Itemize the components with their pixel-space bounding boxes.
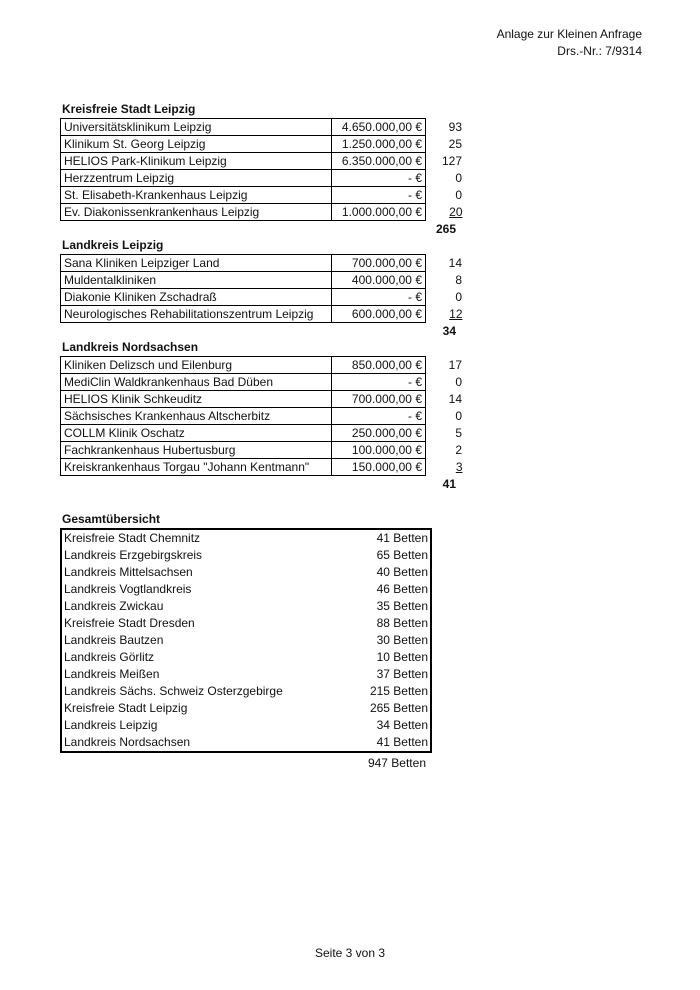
region-beds: 37 Betten xyxy=(376,667,428,681)
region-beds: 10 Betten xyxy=(376,650,428,664)
region-name: Landkreis Görlitz xyxy=(64,650,155,664)
hospital-name: HELIOS Park-Klinikum Leipzig xyxy=(61,153,332,170)
table-row xyxy=(61,204,463,221)
table-row xyxy=(61,408,463,425)
table-row xyxy=(61,136,463,153)
header-drs-number: Drs.-Nr.: 7/9314 xyxy=(557,44,642,58)
table-row xyxy=(61,442,463,459)
funding-amount: - € xyxy=(332,187,426,204)
bed-count: 0 xyxy=(455,375,462,389)
bed-count-value: 20 xyxy=(449,205,463,219)
section-landkreis-nordsachsen xyxy=(60,339,463,493)
region-beds: 215 Betten xyxy=(369,684,428,698)
hospital-name: COLLM Klinik Oschatz xyxy=(61,425,332,442)
region-beds: 65 Betten xyxy=(376,548,428,562)
region-name: Landkreis Sächs. Schweiz Osterzgebirge xyxy=(64,684,283,698)
bed-count xyxy=(426,459,463,476)
bed-count: 5 xyxy=(455,426,462,440)
table-row xyxy=(61,581,431,598)
funding-amount: 700.000,00 € xyxy=(332,255,426,272)
table-row xyxy=(61,425,463,442)
bed-count: 25 xyxy=(448,137,462,151)
table-row xyxy=(61,187,463,204)
table-row xyxy=(61,170,463,187)
hospital-name: Diakonie Kliniken Zschadraß xyxy=(61,289,332,306)
funding-amount: 1.000.000,00 € xyxy=(332,204,426,221)
section-landkreis-leipzig xyxy=(60,237,463,340)
funding-amount: 1.250.000,00 € xyxy=(332,136,426,153)
funding-amount: 700.000,00 € xyxy=(332,391,426,408)
table-row xyxy=(61,153,463,170)
region-name: Landkreis Bautzen xyxy=(64,633,164,647)
table-row xyxy=(61,459,463,476)
funding-amount: 250.000,00 € xyxy=(332,425,426,442)
bed-count xyxy=(426,306,463,323)
table-row xyxy=(61,255,463,272)
table-row xyxy=(61,683,431,700)
section-title: Landkreis Leipzig xyxy=(62,238,164,252)
region-name: Landkreis Vogtlandkreis xyxy=(64,582,192,596)
table-row xyxy=(61,666,431,683)
table-row xyxy=(61,119,463,136)
region-name: Landkreis Zwickau xyxy=(64,599,164,613)
table-row xyxy=(61,357,463,374)
hospital-name: Muldentalkliniken xyxy=(61,272,332,289)
section-total: 34 xyxy=(442,324,456,338)
bed-count-value: 12 xyxy=(449,307,463,321)
table-row xyxy=(61,632,431,649)
region-name: Landkreis Nordsachsen xyxy=(64,735,191,749)
hospital-name: Kliniken Delizsch und Eilenburg xyxy=(61,357,332,374)
region-name: Kreisfreie Stadt Leipzig xyxy=(64,701,188,715)
hospital-name: Kreiskrankenhaus Torgau "Johann Kentmann" xyxy=(61,459,332,476)
region-name: Landkreis Meißen xyxy=(64,667,160,681)
region-name: Landkreis Leipzig xyxy=(64,718,158,732)
table-row xyxy=(61,717,431,734)
table-row xyxy=(61,564,431,581)
overview-table xyxy=(60,528,432,753)
section-title: Kreisfreie Stadt Leipzig xyxy=(62,102,196,116)
funding-amount: 6.350.000,00 € xyxy=(332,153,426,170)
hospital-name: Klinikum St. Georg Leipzig xyxy=(61,136,332,153)
funding-amount: - € xyxy=(332,289,426,306)
hospital-name: Sächsisches Krankenhaus Altscherbitz xyxy=(61,408,332,425)
hospital-name: Neurologisches Rehabilitationszentrum Leipzig xyxy=(61,306,332,323)
bed-count: 93 xyxy=(448,120,462,134)
table-row xyxy=(61,289,463,306)
hospital-table xyxy=(60,356,463,476)
hospital-name: St. Elisabeth-Krankenhaus Leipzig xyxy=(61,187,332,204)
table-row xyxy=(61,391,463,408)
table-row xyxy=(61,700,431,717)
hospital-name: Sana Kliniken Leipziger Land xyxy=(61,255,332,272)
funding-amount: 100.000,00 € xyxy=(332,442,426,459)
bed-count: 0 xyxy=(455,171,462,185)
table-row xyxy=(61,598,431,615)
hospital-name: Herzzentrum Leipzig xyxy=(61,170,332,187)
bed-count: 0 xyxy=(455,409,462,423)
region-beds: 265 Betten xyxy=(369,701,428,715)
region-beds: 41 Betten xyxy=(376,735,428,749)
hospital-name: HELIOS Klinik Schkeuditz xyxy=(61,391,332,408)
section-kreisfreie-stadt-leipzig xyxy=(60,101,463,238)
hospital-name: MediClin Waldkrankenhaus Bad Düben xyxy=(61,374,332,391)
bed-count: 14 xyxy=(448,392,462,406)
table-row xyxy=(61,649,431,666)
header-title: Anlage zur Kleinen Anfrage xyxy=(496,27,642,41)
overview-section xyxy=(60,511,432,772)
overview-title: Gesamtübersicht xyxy=(62,512,161,526)
overview-total: 947 Betten xyxy=(367,756,426,770)
bed-count: 17 xyxy=(448,358,462,372)
region-name: Landkreis Mittelsachsen xyxy=(64,565,193,579)
bed-count: 0 xyxy=(455,188,462,202)
bed-count-value: 3 xyxy=(455,460,463,474)
bed-count: 8 xyxy=(455,273,462,287)
table-row xyxy=(61,547,431,564)
hospital-table xyxy=(60,118,463,221)
region-name: Kreisfreie Stadt Chemnitz xyxy=(64,531,201,545)
section-total: 41 xyxy=(442,477,456,491)
document-header xyxy=(497,26,642,60)
funding-amount: - € xyxy=(332,408,426,425)
region-beds: 35 Betten xyxy=(376,599,428,613)
table-row xyxy=(61,306,463,323)
region-beds: 30 Betten xyxy=(376,633,428,647)
table-row xyxy=(61,734,431,752)
funding-amount: 850.000,00 € xyxy=(332,357,426,374)
bed-count: 2 xyxy=(455,443,462,457)
region-beds: 34 Betten xyxy=(376,718,428,732)
region-beds: 40 Betten xyxy=(376,565,428,579)
hospital-name: Fachkrankenhaus Hubertusburg xyxy=(61,442,332,459)
page-number: Seite 3 von 3 xyxy=(314,946,386,960)
funding-amount: 150.000,00 € xyxy=(332,459,426,476)
bed-count: 14 xyxy=(448,256,462,270)
region-name: Kreisfreie Stadt Dresden xyxy=(64,616,195,630)
hospital-name: Universitätsklinikum Leipzig xyxy=(61,119,332,136)
table-row xyxy=(61,374,463,391)
region-beds: 46 Betten xyxy=(376,582,428,596)
hospital-table xyxy=(60,254,463,323)
bed-count xyxy=(426,204,463,221)
section-total: 265 xyxy=(435,222,456,236)
funding-amount: 4.650.000,00 € xyxy=(332,119,426,136)
table-row xyxy=(61,615,431,632)
table-row xyxy=(61,529,431,547)
table-row xyxy=(61,272,463,289)
region-beds: 41 Betten xyxy=(376,531,428,545)
funding-amount: 600.000,00 € xyxy=(332,306,426,323)
funding-amount: 400.000,00 € xyxy=(332,272,426,289)
hospital-name: Ev. Diakonissenkrankenhaus Leipzig xyxy=(61,204,332,221)
bed-count: 0 xyxy=(455,290,462,304)
region-name: Landkreis Erzgebirgskreis xyxy=(64,548,203,562)
funding-amount: - € xyxy=(332,170,426,187)
region-beds: 88 Betten xyxy=(376,616,428,630)
bed-count: 127 xyxy=(441,154,462,168)
section-title: Landkreis Nordsachsen xyxy=(62,340,199,354)
funding-amount: - € xyxy=(332,374,426,391)
